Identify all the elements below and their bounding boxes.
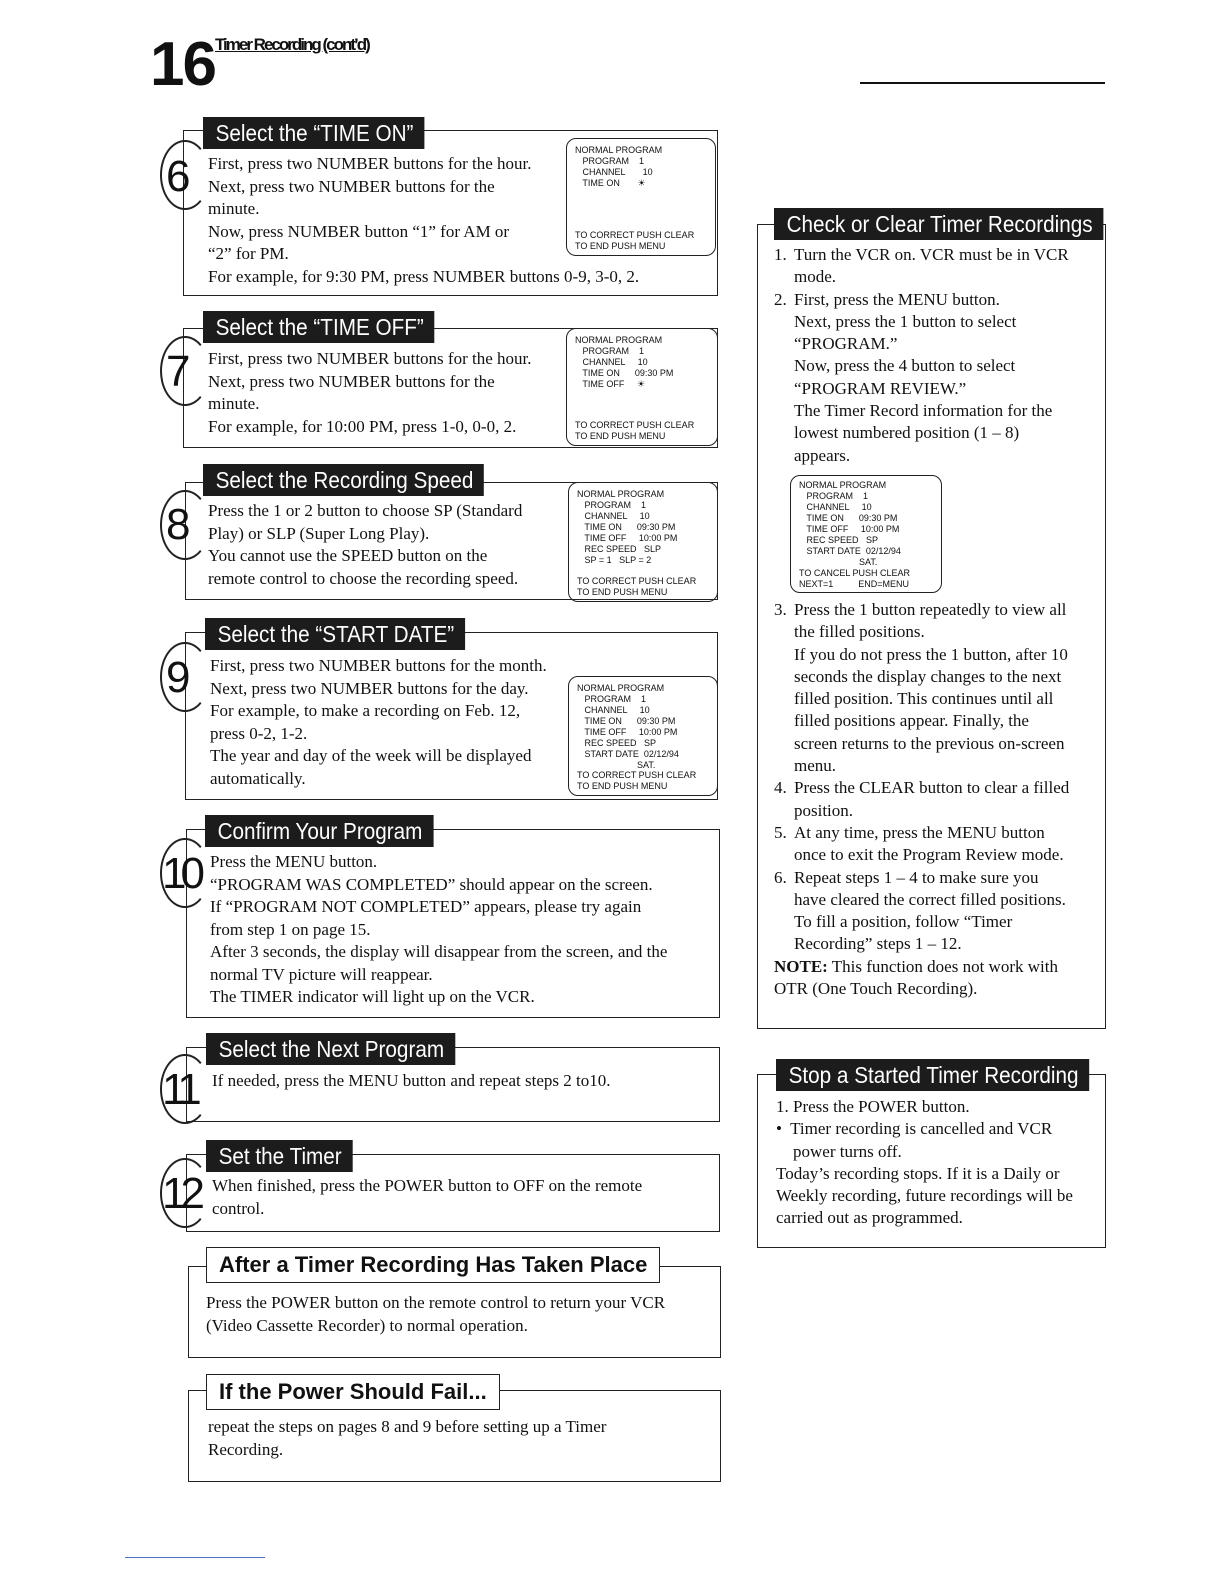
screen-line: REC SPEED SP (799, 535, 879, 545)
screen-line: REC SPEED SP (577, 738, 657, 748)
screen-line: TO CANCEL PUSH CLEAR (799, 568, 911, 578)
screen-line: TO CORRECT PUSH CLEAR (577, 576, 697, 586)
screen-line: TIME OFF 10:00 PM (577, 727, 678, 737)
step-6-line: minute. (208, 199, 260, 218)
note-line: This function does not work with (831, 956, 1058, 976)
note (774, 956, 1069, 978)
check-item-2 (774, 289, 1069, 467)
item-line: If you do not press the 1 button, after 10 (794, 644, 1068, 664)
step-8-screen (568, 482, 718, 602)
after-recording-line: (Video Cassette Recorder) to normal operation. (206, 1315, 528, 1335)
step-8-text (208, 500, 522, 590)
step-9-header: Select the “START DATE” (205, 618, 465, 650)
item-line: filled position. This continues until all (794, 689, 1054, 709)
item-line: “PROGRAM REVIEW.” (794, 378, 967, 398)
stop-line: power turns off. (776, 1141, 902, 1161)
page-title (150, 30, 369, 99)
screen-line: NORMAL PROGRAM (577, 683, 665, 693)
after-recording-header: After a Timer Recording Has Taken Place (206, 1247, 660, 1283)
step-10-text (210, 851, 667, 1009)
stop-header: Stop a Started Timer Recording (776, 1059, 1089, 1091)
item-number: 3. (774, 600, 787, 619)
step-10-line: The TIMER indicator will light up on the VCR. (210, 987, 535, 1006)
item-number: 2. (774, 289, 787, 309)
screen-line: PROGRAM 1 (577, 500, 647, 510)
step-10-line: Press the MENU button. (210, 852, 378, 871)
step-11-line: If needed, press the MENU button and repeat steps 2 to10. (212, 1071, 611, 1090)
after-recording-line: Press the POWER button on the remote control to return your VCR (206, 1293, 666, 1312)
item-number: 5. (774, 822, 787, 842)
screen-line: TO END PUSH MENU (577, 587, 668, 597)
step-8-line: remote control to choose the recording speed. (208, 568, 519, 588)
screen-footer (577, 576, 696, 598)
stop-line: Weekly recording, future recordings will be (776, 1186, 1073, 1206)
item-line: At any time, press the MENU button (794, 822, 1045, 842)
screen-footer (577, 770, 696, 792)
screen-line: NORMAL PROGRAM (575, 145, 663, 155)
after-recording-text (206, 1292, 665, 1337)
step-9-screen (568, 676, 718, 796)
screen-line: TO END PUSH MENU (575, 431, 666, 441)
step-8-line: Play) or SLP (Super Long Play). (208, 523, 430, 543)
step-9-line: For example, to make a recording on Feb. 12, (210, 701, 521, 720)
screen-line: PROGRAM 1 (799, 491, 869, 501)
stop-text (776, 1096, 1073, 1230)
step-6-line: First, press two NUMBER buttons for the hour. (208, 154, 532, 173)
step-7-line: For example, for 10:00 PM, press 1-0, 0-0, 2. (208, 416, 517, 436)
item-line: mode. (794, 267, 837, 287)
item-line: the filled positions. (794, 622, 925, 642)
step-12-number: 12 (162, 1169, 199, 1218)
check-item-5 (774, 822, 1069, 867)
item-line: menu. (794, 756, 837, 776)
step-6-header: Select the “TIME ON” (203, 117, 424, 149)
item-line: Turn the VCR on. VCR must be in VCR (794, 245, 1069, 264)
item-line: screen returns to the previous on-screen (794, 733, 1065, 753)
step-8-line: You cannot use the SPEED button on the (208, 546, 488, 565)
screen-line: NORMAL PROGRAM (799, 480, 887, 490)
screen-line: TIME OFF 10:00 PM (577, 533, 678, 543)
step-12-line: control. (212, 1198, 265, 1218)
step-10-line: normal TV picture will reappear. (210, 964, 433, 984)
screen-line: START DATE 02/12/94 (799, 546, 901, 556)
step-9-line: First, press two NUMBER buttons for the month. (210, 656, 547, 675)
step-10-line: from step 1 on page 15. (210, 919, 371, 939)
item-line: Press the 1 button repeatedly to view all (794, 600, 1067, 619)
item-line: lowest numbered position (1 – 8) (794, 423, 1020, 443)
step-9-text (210, 655, 547, 790)
screen-line: CHANNEL 10 (577, 705, 650, 715)
screen-line: CHANNEL 10 (799, 502, 872, 512)
step-7-line: First, press two NUMBER buttons for the hour. (208, 349, 532, 368)
screen-line: TO CORRECT PUSH CLEAR (577, 770, 697, 780)
item-line: Now, press the 4 button to select (794, 356, 1016, 376)
item-line: seconds the display changes to the next (794, 666, 1062, 686)
step-6-line: For example, for 9:30 PM, press NUMBER buttons 0-9, 3-0, 2. (208, 266, 640, 286)
power-fail-text (208, 1416, 606, 1461)
screen-line: REC SPEED SLP (577, 544, 662, 554)
screen-line: TIME ON 09:30 PM (799, 513, 898, 523)
note-label: NOTE: (774, 956, 828, 976)
step-6-number: 6 (166, 152, 185, 201)
item-number: 1. (774, 245, 787, 264)
program-review-screen (790, 475, 942, 593)
item-number: 6. (774, 867, 787, 887)
title-text: Timer Recording (cont’d) (214, 35, 369, 54)
screen-line: TO CORRECT PUSH CLEAR (575, 420, 695, 430)
check-item-3 (774, 599, 1069, 777)
screen-line: TIME OFF 10:00 PM (799, 524, 900, 534)
item-line: Repeat steps 1 – 4 to make sure you (794, 867, 1039, 887)
screen-line: TIME ON 09:30 PM (577, 716, 676, 726)
power-fail-header: If the Power Should Fail... (206, 1374, 500, 1410)
item-line: The Timer Record information for the (794, 401, 1053, 421)
step-9-number: 9 (166, 653, 185, 702)
item-line: To fill a position, follow “Timer (794, 912, 1013, 932)
screen-line: PROGRAM 1 (575, 156, 645, 166)
step-6-line: Next, press two NUMBER buttons for the (208, 176, 495, 196)
step-11-text (212, 1070, 610, 1093)
screen-line: SP = 1 SLP = 2 (577, 555, 652, 565)
screen-line: PROGRAM 1 (577, 694, 647, 704)
item-line: appears. (794, 445, 851, 465)
item-line: have cleared the correct filled positions. (794, 889, 1066, 909)
step-6-line: Now, press NUMBER button “1” for AM or (208, 221, 510, 241)
screen-line: CHANNEL 10 (575, 167, 653, 177)
step-9-line: The year and day of the week will be displayed (210, 746, 532, 765)
title-rule (860, 82, 1105, 84)
step-7-line: minute. (208, 394, 260, 413)
step-6-line: “2” for PM. (208, 244, 289, 263)
step-8-number: 8 (166, 500, 185, 549)
item-line: “PROGRAM.” (794, 334, 898, 354)
check-clear-list-2 (774, 599, 1069, 1000)
page-number: 16 (150, 30, 215, 99)
step-7-header: Select the “TIME OFF” (203, 311, 435, 343)
stop-line: Today’s recording stops. If it is a Daily or (776, 1163, 1060, 1183)
stop-line: carried out as programmed. (776, 1208, 963, 1228)
item-line: filled positions appear. Finally, the (794, 711, 1029, 731)
screen-footer (575, 230, 694, 252)
screen-line: SAT. (577, 760, 656, 770)
step-8-line: Press the 1 or 2 button to choose SP (Standard (208, 501, 523, 520)
check-item-6 (774, 867, 1069, 956)
item-number: 4. (774, 778, 787, 798)
note-line: OTR (One Touch Recording). (774, 979, 978, 999)
screen-line: CHANNEL 10 (577, 511, 650, 521)
scan-artifact-line (125, 1557, 265, 1558)
step-12-line: When finished, press the POWER button to OFF on the remote (212, 1176, 643, 1195)
item-line: Next, press the 1 button to select (794, 311, 1017, 331)
step-6-screen (566, 138, 716, 256)
screen-line: TIME ON ☀ (575, 178, 646, 188)
screen-line: TO END PUSH MENU (577, 781, 668, 791)
screen-line: TIME ON 09:30 PM (575, 368, 674, 378)
step-11-number: 11 (162, 1065, 196, 1114)
step-10-number: 10 (162, 849, 199, 898)
step-7-screen (566, 328, 718, 446)
screen-line: NORMAL PROGRAM (577, 489, 665, 499)
screen-line: TIME ON 09:30 PM (577, 522, 676, 532)
step-7-line: Next, press two NUMBER buttons for the (208, 371, 495, 391)
check-clear-header: Check or Clear Timer Recordings (774, 208, 1103, 240)
step-10-line: If “PROGRAM NOT COMPLETED” appears, please try again (210, 897, 642, 916)
screen-line: TO CORRECT PUSH CLEAR (575, 230, 695, 240)
screen-line: START DATE 02/12/94 (577, 749, 679, 759)
step-11-header: Select the Next Program (206, 1033, 455, 1065)
step-10-line: After 3 seconds, the display will disappear from the screen, and the (210, 942, 668, 961)
check-item-4 (774, 777, 1069, 822)
screen-line: PROGRAM 1 (575, 346, 645, 356)
stop-line: • Timer recording is cancelled and VCR (776, 1119, 1053, 1139)
step-12-text (212, 1175, 642, 1220)
screen-line: TIME OFF ☀ (575, 379, 645, 389)
screen-line: SAT. (799, 557, 878, 567)
item-line: First, press the MENU button. (794, 289, 1000, 309)
check-clear-list-1 (774, 244, 1069, 467)
step-7-text (208, 348, 531, 438)
screen-footer (575, 420, 694, 442)
screen-line: NORMAL PROGRAM (575, 335, 663, 345)
screen-line: CHANNEL 10 (575, 357, 648, 367)
item-line: position. (794, 800, 854, 820)
screen-line: TO END PUSH MENU (575, 241, 666, 251)
step-9-line: automatically. (210, 768, 306, 788)
stop-line: 1. Press the POWER button. (776, 1097, 970, 1116)
step-8-header: Select the Recording Speed (203, 464, 484, 496)
screen-line: NEXT=1 END=MENU (799, 579, 910, 589)
item-line: once to exit the Program Review mode. (794, 845, 1064, 865)
step-12-header: Set the Timer (206, 1140, 353, 1172)
step-10-header: Confirm Your Program (205, 815, 433, 847)
power-fail-line: Recording. (208, 1439, 284, 1459)
item-line: Press the CLEAR button to clear a filled (794, 778, 1070, 798)
step-9-line: press 0-2, 1-2. (210, 723, 308, 743)
step-7-number: 7 (166, 347, 185, 396)
power-fail-line: repeat the steps on pages 8 and 9 before setting up a Timer (208, 1417, 607, 1436)
step-10-line: “PROGRAM WAS COMPLETED” should appear on the screen. (210, 874, 653, 894)
step-9-line: Next, press two NUMBER buttons for the day. (210, 678, 529, 698)
item-line: Recording” steps 1 – 12. (794, 934, 962, 954)
check-item-1 (774, 244, 1069, 289)
